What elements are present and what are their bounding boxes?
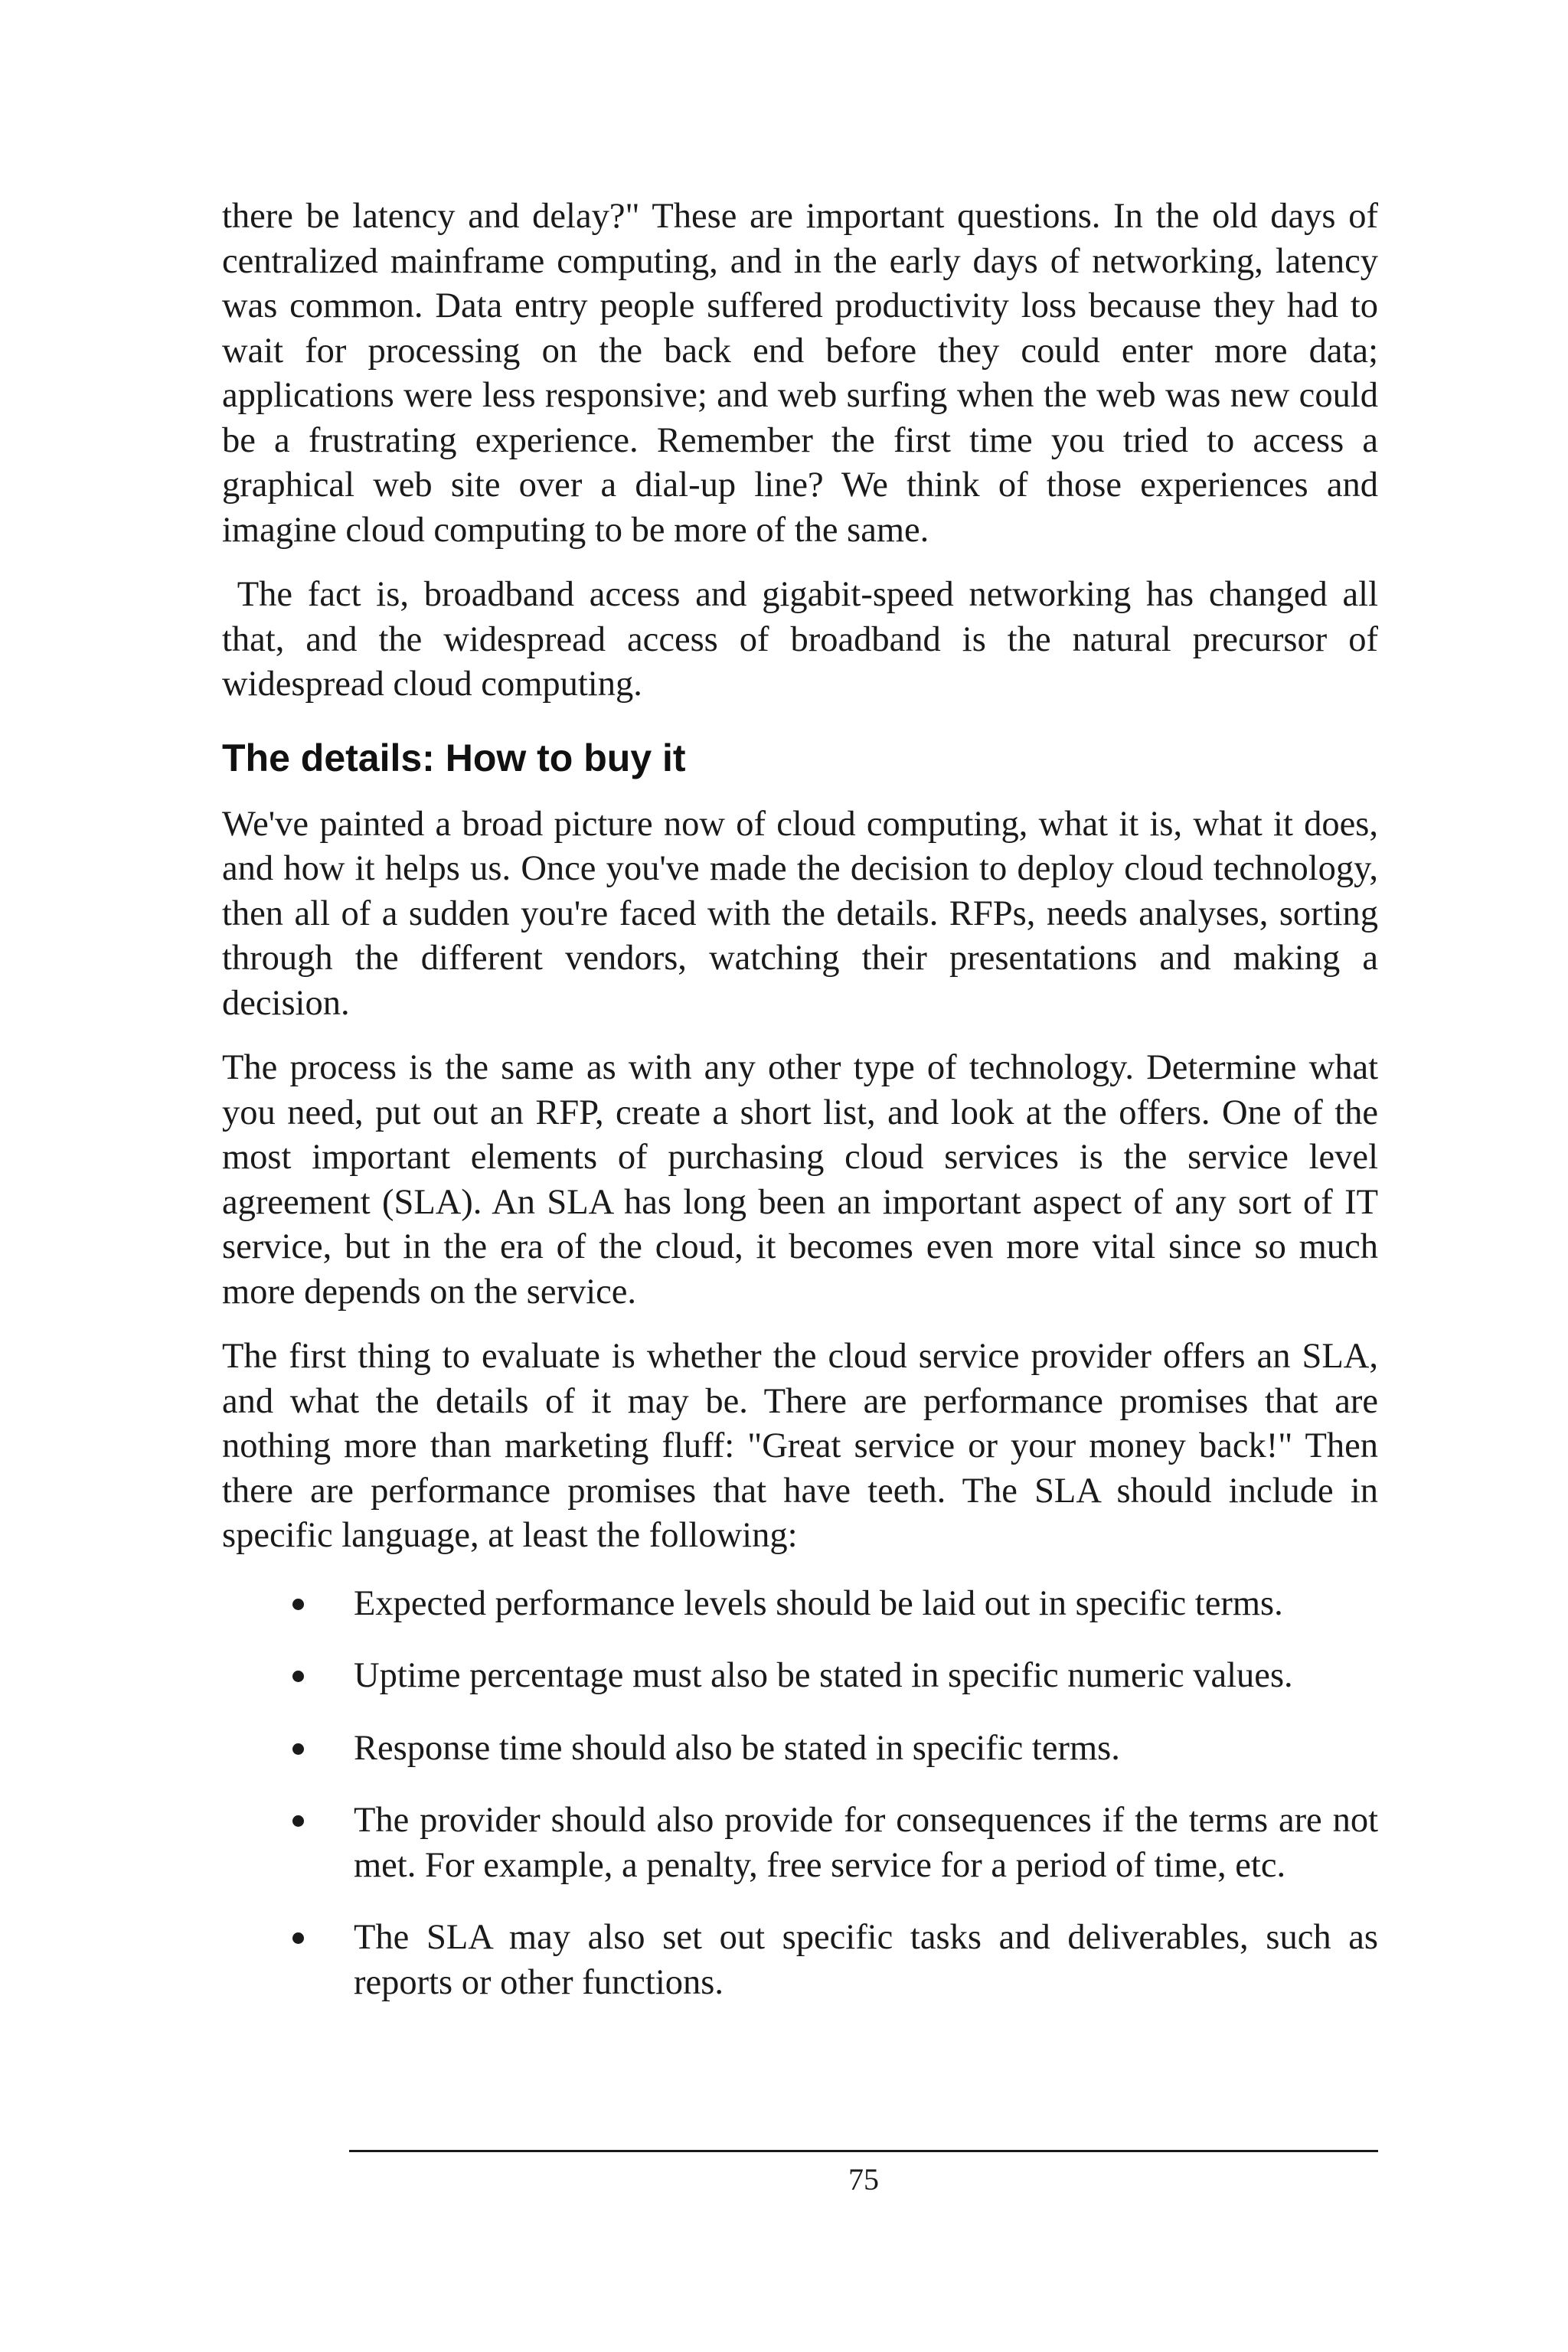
list-item [222,1916,1378,2005]
paragraph-latency: there be latency and delay?" These are important questions. In the old days of centralized mainframe computing, and in the early days of networking, latency was common. Data entry people suffered productivity loss because they had to wait for processing on the back end before they could enter more data; applications were less responsive; and web surfing when the web was new could be a frustrating experience. Remember the first time you tried to access a graphical web site over a dial-up line? We think of those experiences and imagine cloud computing to be more of the same. [222,197,1378,550]
list-item [222,1726,1378,1772]
list-item [222,1798,1378,1888]
bullet-icon [292,1599,304,1610]
list-item-text: Response time should also be stated in specific terms. [354,1728,1120,1768]
footer-divider [349,2150,1378,2152]
bullet-icon [292,1671,304,1682]
paragraph-process: The process is the same as with any other type of technology. Determine what you need, put out an RFP, create a short list, and look at the offers. One of the most important elements of purchasing cloud services is the service level agreement (SLA). An SLA has long been an important aspect of any sort of IT service, but in the era of the cloud, it becomes even more vital since so much more depends on the service. [222,1048,1378,1312]
sla-requirements-list [222,1582,1378,2006]
list-item-text: The SLA may also set out specific tasks and deliverables, such as reports or other functions. [354,1918,1378,2002]
paragraph-evaluate-sla: The first thing to evaluate is whether the cloud service provider offers an SLA, and what the details of it may be. There are performance promises that are nothing more than marketing fluff: "Great service or your money back!" Then there are performance promises that have teeth. The SLA should include in specific language, at least the following: [222,1337,1378,1555]
list-item [222,1582,1378,1627]
list-item-text: Expected performance levels should be laid out in specific terms. [354,1583,1283,1623]
list-item-text: The provider should also provide for consequences if the terms are not met. For example, a penalty, free service for a period of time, etc. [354,1801,1378,1885]
page-number: 75 [848,2162,879,2197]
section-heading: The details: How to buy it [222,736,686,779]
page-content [222,194,1387,2033]
bullet-icon [292,1932,304,1944]
paragraph-broadband: The fact is, broadband access and gigabit-speed networking has changed all that, and the widespread access of broadband is the natural precursor of widespread cloud computing. [222,575,1387,704]
bullet-icon [292,1815,304,1827]
bullet-icon [292,1743,304,1755]
list-item [222,1654,1378,1699]
list-item-text: Uptime percentage must also be stated in specific numeric values. [354,1656,1293,1695]
paragraph-broad-picture: We've painted a broad picture now of cloud computing, what it is, what it does, and how it helps us. Once you've made the decision to deploy cloud technology, then all of a sudden you're faced with the details. RFPs, needs analyses, sorting through the different vendors, watching their presentations and making a decision. [222,804,1378,1023]
